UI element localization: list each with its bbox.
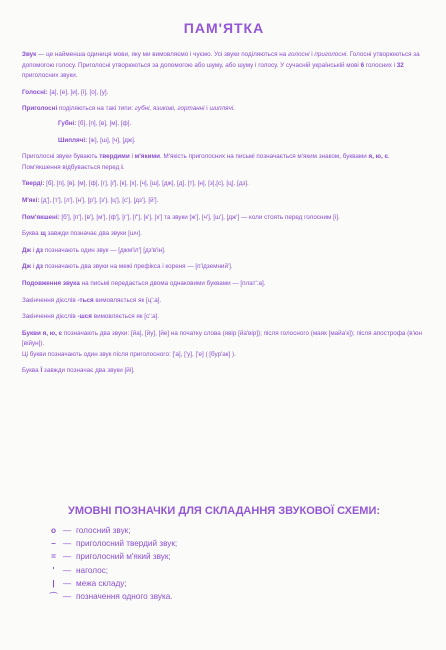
text: Закінчення дієслів <box>22 313 78 321</box>
text: Буква <box>22 367 41 375</box>
legend-dash: — <box>62 578 72 588</box>
legend-text: приголосний твердий звук; <box>76 539 178 549</box>
label: Тверді: <box>22 180 45 188</box>
text: і <box>30 263 36 271</box>
text: завжди позначає два звуки [шч]. <box>45 230 142 238</box>
semi-soft-line <box>22 213 426 224</box>
label: Подовження звука <box>22 279 80 287</box>
text: Закінчення дієслів <box>22 296 78 304</box>
suffix: -шся <box>77 313 92 321</box>
memo-page <box>22 0 426 602</box>
legend-item <box>45 564 425 577</box>
sibilants-line <box>22 136 426 147</box>
legend-symbol: о <box>50 526 56 536</box>
letters: Дж <box>22 263 31 271</box>
legend-dash: — <box>62 526 72 536</box>
text: [б'], [п'], [в'], [м'], [ф'], [г'], [ґ'], [к'], [х'] та звуки [ж'], [ч'], [ш'], [дж'] — коли стоять перед голосним [і]. <box>59 213 340 221</box>
text: . <box>122 163 125 171</box>
shsya-rule <box>22 312 426 323</box>
letter: щ <box>40 230 46 238</box>
text: і <box>309 51 315 58</box>
legend-item <box>45 590 425 603</box>
letters: дз <box>35 263 44 271</box>
text: поділяються на такі типи: <box>57 105 135 113</box>
legend-dash: — <box>62 592 72 602</box>
sound-definition <box>22 50 426 82</box>
text: вимовляється як [с':а]. <box>91 313 160 321</box>
term-hard: твердими <box>99 153 130 161</box>
text: і <box>129 153 135 161</box>
text: [д'], [т'], [л'], [н'], [р'], [з'], [ц'], [с'], [дз'], [й']. <box>39 196 159 204</box>
legend-item <box>45 524 425 537</box>
label: Шиплячі: <box>58 136 88 144</box>
soft-consonants-line <box>22 196 426 207</box>
letter-i: і <box>121 163 123 171</box>
text: . Голосні утворюються за допомогою голосу. Приголосні утворюються за допомогою або шуму, або шуму і голосу. У сучасній українській мові <box>22 51 420 69</box>
text: позначають два звуки на межі префікса і кореня — [п'ідземний']. <box>43 263 233 271</box>
legend-item <box>45 550 425 563</box>
text: завжди позначає два звуки [йі]. <box>42 367 135 375</box>
suffix: -ться <box>77 296 94 304</box>
hard-consonants-line <box>22 179 426 190</box>
letters: я, ю, є <box>368 153 389 161</box>
text: [ж], [ш], [ч], [дж]. <box>87 136 136 144</box>
legend-symbol: – <box>51 539 56 549</box>
text: Приголосні звуки бувають <box>22 153 100 161</box>
label: М'які: <box>22 196 40 204</box>
text: приголосних звуки. <box>22 72 78 80</box>
text: Ці букви позначають один звук після приголосного: ['а], ['у], ['е] ( [бур'ак] ). <box>22 350 236 358</box>
letter: Ї <box>40 367 43 375</box>
label: Букви я, ю, є <box>22 329 63 337</box>
legend-dash: — <box>62 552 72 562</box>
term-vowels: голосні <box>288 51 310 58</box>
legend-list <box>45 524 425 603</box>
legend-title: УМОВНІ ПОЗНАЧКИ ДЛЯ СКЛАДАННЯ ЗВУКОВОЇ СХЕМИ: <box>67 505 381 517</box>
count-consonants: 32 <box>396 61 404 69</box>
page-title: ПАМ'ЯТКА <box>183 20 265 36</box>
legend-text: позначення одного звука. <box>76 592 173 602</box>
legend-symbol: = <box>51 552 56 562</box>
legend-symbol: ⌒ <box>49 592 58 602</box>
sch-rule <box>22 229 426 240</box>
types: губні, язикові, гортанні <box>134 105 205 113</box>
hard-soft-paragraph <box>22 152 426 173</box>
consonant-types <box>22 104 426 115</box>
text: . М'якість приголосних на письмі позначається м'яким знаком, буквами <box>160 153 369 161</box>
types: шиплячі. <box>209 105 235 113</box>
text: на письмі передається двома однаковими буквами — [плат':а]. <box>79 279 266 287</box>
text: [а], [е], [и], [і], [о], [у]. <box>47 88 109 96</box>
legend-text: приголосний м'який звук; <box>76 552 171 562</box>
doubling-rule <box>22 279 426 290</box>
letters: Дж <box>22 246 31 254</box>
label: Губні: <box>58 119 77 127</box>
count-vowels: 6 <box>360 61 365 69</box>
legend-symbol: | <box>52 578 55 588</box>
text: вимовляється як [ц':а]. <box>93 296 162 304</box>
dzh-two-sounds-rule <box>22 262 426 273</box>
legend-text: голосний звук; <box>76 526 131 536</box>
text: позначають один звук — [джм'іл'] [дз'в'ін]. <box>43 246 166 254</box>
legend-dash: — <box>62 565 72 575</box>
tsya-rule <box>22 296 426 307</box>
dzh-one-sound-rule <box>22 246 426 257</box>
label: Голосні: <box>22 88 48 96</box>
text: позначають два звуки: [йа], [йу], [йе] на початку слова (явір [йа'вір]); після голосного (маяк [майа'к]); після апострофа (в'юн [війун]). <box>22 329 422 348</box>
legend-text: межа складу; <box>76 578 127 588</box>
text: [б], [п], [в], [м], [ф], [г], [ґ], [к], [х], [ч], [ш], [дж], [д], [т], [н], [з],[с], [ц], [дз]. <box>44 180 249 188</box>
yi-rule <box>22 366 426 377</box>
label: Приголосні <box>22 105 58 113</box>
legend-text: наголос; <box>76 565 109 575</box>
term-consonants: приголосні <box>314 51 347 58</box>
legend-symbol: ' <box>52 565 55 575</box>
text: Буква <box>22 230 41 238</box>
vowels-line <box>22 88 426 99</box>
text: і <box>30 246 36 254</box>
letters: дз <box>35 246 44 254</box>
labials-line <box>22 119 426 130</box>
legend-dash: — <box>62 539 72 549</box>
text: [б], [п], [в], [м], [ф]. <box>76 119 132 127</box>
iotated-rule-2 <box>22 350 426 361</box>
term-soft: м'якими <box>134 153 161 161</box>
text: . Пом'якшення відбувається перед <box>22 153 390 171</box>
term-sound: Звук <box>22 51 37 58</box>
legend-item <box>45 537 425 550</box>
label: Пом'якшені: <box>22 213 60 221</box>
text: голосних і <box>364 61 397 69</box>
text: і <box>204 105 210 113</box>
text: — це найменша одиниця мови, яку ми вимовляємо і чуємо. Усі звуки поділяються на <box>36 51 288 58</box>
iotated-rule <box>22 329 426 350</box>
legend-item <box>45 577 425 590</box>
